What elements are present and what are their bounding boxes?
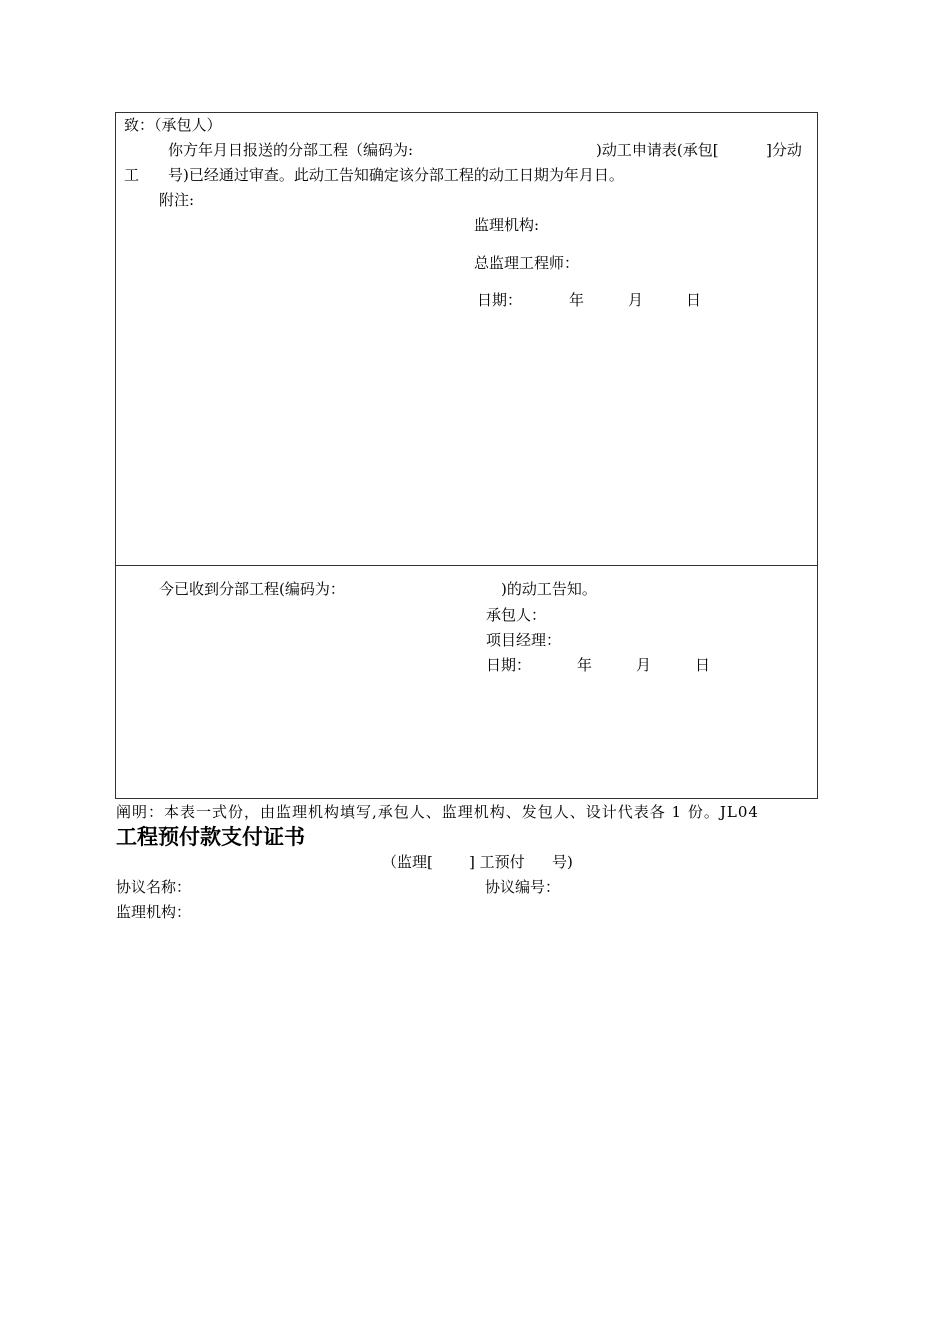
notice-paragraph-line1-b: )动工申请表(承包[ xyxy=(596,141,719,159)
contractor-label: 承包人： xyxy=(486,606,547,624)
form-code-a: （监理[ xyxy=(382,853,433,871)
receipt-text-b: )的动工告知。 xyxy=(501,580,597,598)
agreement-number-label: 协议编号： xyxy=(485,878,561,896)
notice-paragraph-line2-b: 号)已经通过审查。此动工告知确定该分部工程的动工日期为年月日。 xyxy=(168,166,624,184)
receipt-date-day: 日 xyxy=(695,656,711,674)
receipt-date-month: 月 xyxy=(636,656,652,674)
receipt-date-label: 日期： xyxy=(486,656,532,674)
receipt-date-year: 年 xyxy=(577,656,593,674)
form-code-b: ] 工预付 xyxy=(469,853,525,871)
notice-date-month: 月 xyxy=(628,291,644,309)
notice-paragraph-line1-c: ]分动 xyxy=(766,141,802,159)
supervisor-org-label: 监理机构: xyxy=(474,216,540,234)
project-manager-label: 项目经理： xyxy=(486,631,562,649)
form-code-c: 号) xyxy=(552,853,573,871)
addressee-line: 致：（承包人） xyxy=(124,116,222,134)
notice-paragraph-line1-a: 你方年月日报送的分部工程（编码为: xyxy=(168,141,414,159)
receipt-box xyxy=(115,565,818,799)
notice-paragraph-line2-a: 工 xyxy=(124,166,140,184)
remark-label: 附注: xyxy=(159,191,195,209)
footnote: 阐明：本表一式份，由监理机构填写,承包人、监理机构、发包人、设计代表各 1 份。JL04 xyxy=(116,803,759,821)
supervisor-org-label-2: 监理机构： xyxy=(116,903,192,921)
receipt-text-a: 今已收到分部工程(编码为： xyxy=(159,580,345,598)
notice-date-day: 日 xyxy=(686,291,702,309)
form-title: 工程预付款支付证书 xyxy=(116,825,305,849)
notice-date-year: 年 xyxy=(569,291,585,309)
notice-date-label: 日期： xyxy=(477,291,523,309)
agreement-name-label: 协议名称： xyxy=(116,878,192,896)
chief-engineer-label: 总监理工程师： xyxy=(474,254,580,272)
